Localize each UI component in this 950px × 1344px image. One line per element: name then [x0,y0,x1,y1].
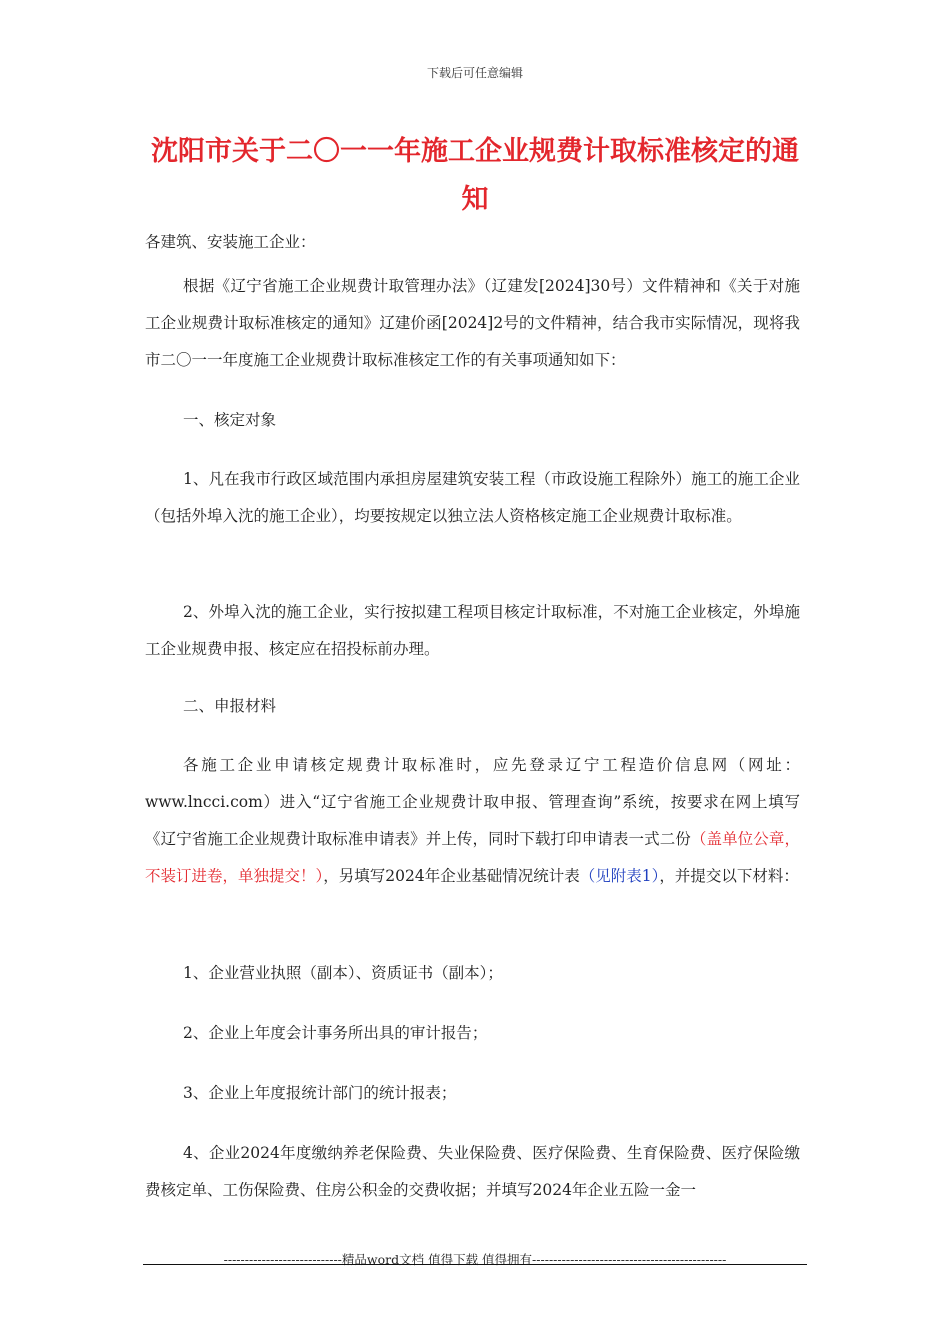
section1-item-1: 1、凡在我市行政区域范围内承担房屋建筑安装工程（市政设施工程除外）施工的施工企业（包括外埠入沈的施工企业），均要按规定以独立法人资格核定施工企业规费计取标准。 [145,470,800,525]
page-title: 沈阳市关于二〇一一年施工企业规费计取标准核定的通知 [151,136,799,215]
section2-text-1: 各施工企业申请核定规费计取标准时，应先登录辽宁工程造价信息网（网址：www.lncci.com）进入“辽宁省施工企业规费计取申报、管理查询”系统，按要求在网上填写《辽宁省施工企业规费计取标准申请表》并上传，同时下载打印申请表一式二份 [145,756,800,848]
stamp-note-red: （盖单位公章，不装订进卷，单独提交！） [145,830,800,885]
section2-text-2: ，另填写2024年企业基础情况统计表 [323,867,580,885]
salutation: 各建筑、安装施工企业： [145,233,316,251]
section2-item-4: 4、企业2024年度缴纳养老保险费、失业保险费、医疗保险费、生育保险费、医疗保险缴费核定单、工伤保险费、住房公积金的交费收据；并填写2024年企业五险一金一 [145,1144,800,1199]
section2-item-3: 3、企业上年度报统计部门的统计报表； [183,1084,457,1102]
section2-paragraph [145,747,800,895]
section2-item-1: 1、企业营业执照（副本）、资质证书（副本）； [183,964,503,982]
intro-paragraph: 根据《辽宁省施工企业规费计取管理办法》（辽建发[2024]30号）文件精神和《关于对施工企业规费计取标准核定的通知》辽建价函[2024]2号的文件精神，结合我市实际情况，现将我市二〇一一年度施工企业规费计取标准核定工作的有关事项通知如下： [145,277,800,369]
section2-item-2: 2、企业上年度会计事务所出具的审计报告； [183,1024,488,1042]
header-note: 下载后可任意编辑 [426,66,523,80]
section1-heading: 一、核定对象 [183,411,277,429]
section2-heading: 二、申报材料 [183,697,277,715]
section2-text-3: ，并提交以下材料： [659,867,799,885]
appendix-reference-link[interactable]: （见附表1） [579,867,660,885]
section1-item-2: 2、外埠入沈的施工企业，实行按拟建工程项目核定计取标准，不对施工企业核定，外埠施工企业规费申报、核定应在招投标前办理。 [145,603,800,658]
footer-banner: ----------------------------精品word文档 值得下载 值得拥有---------------------------------------------- [223,1252,727,1267]
footer-divider [143,1264,807,1265]
